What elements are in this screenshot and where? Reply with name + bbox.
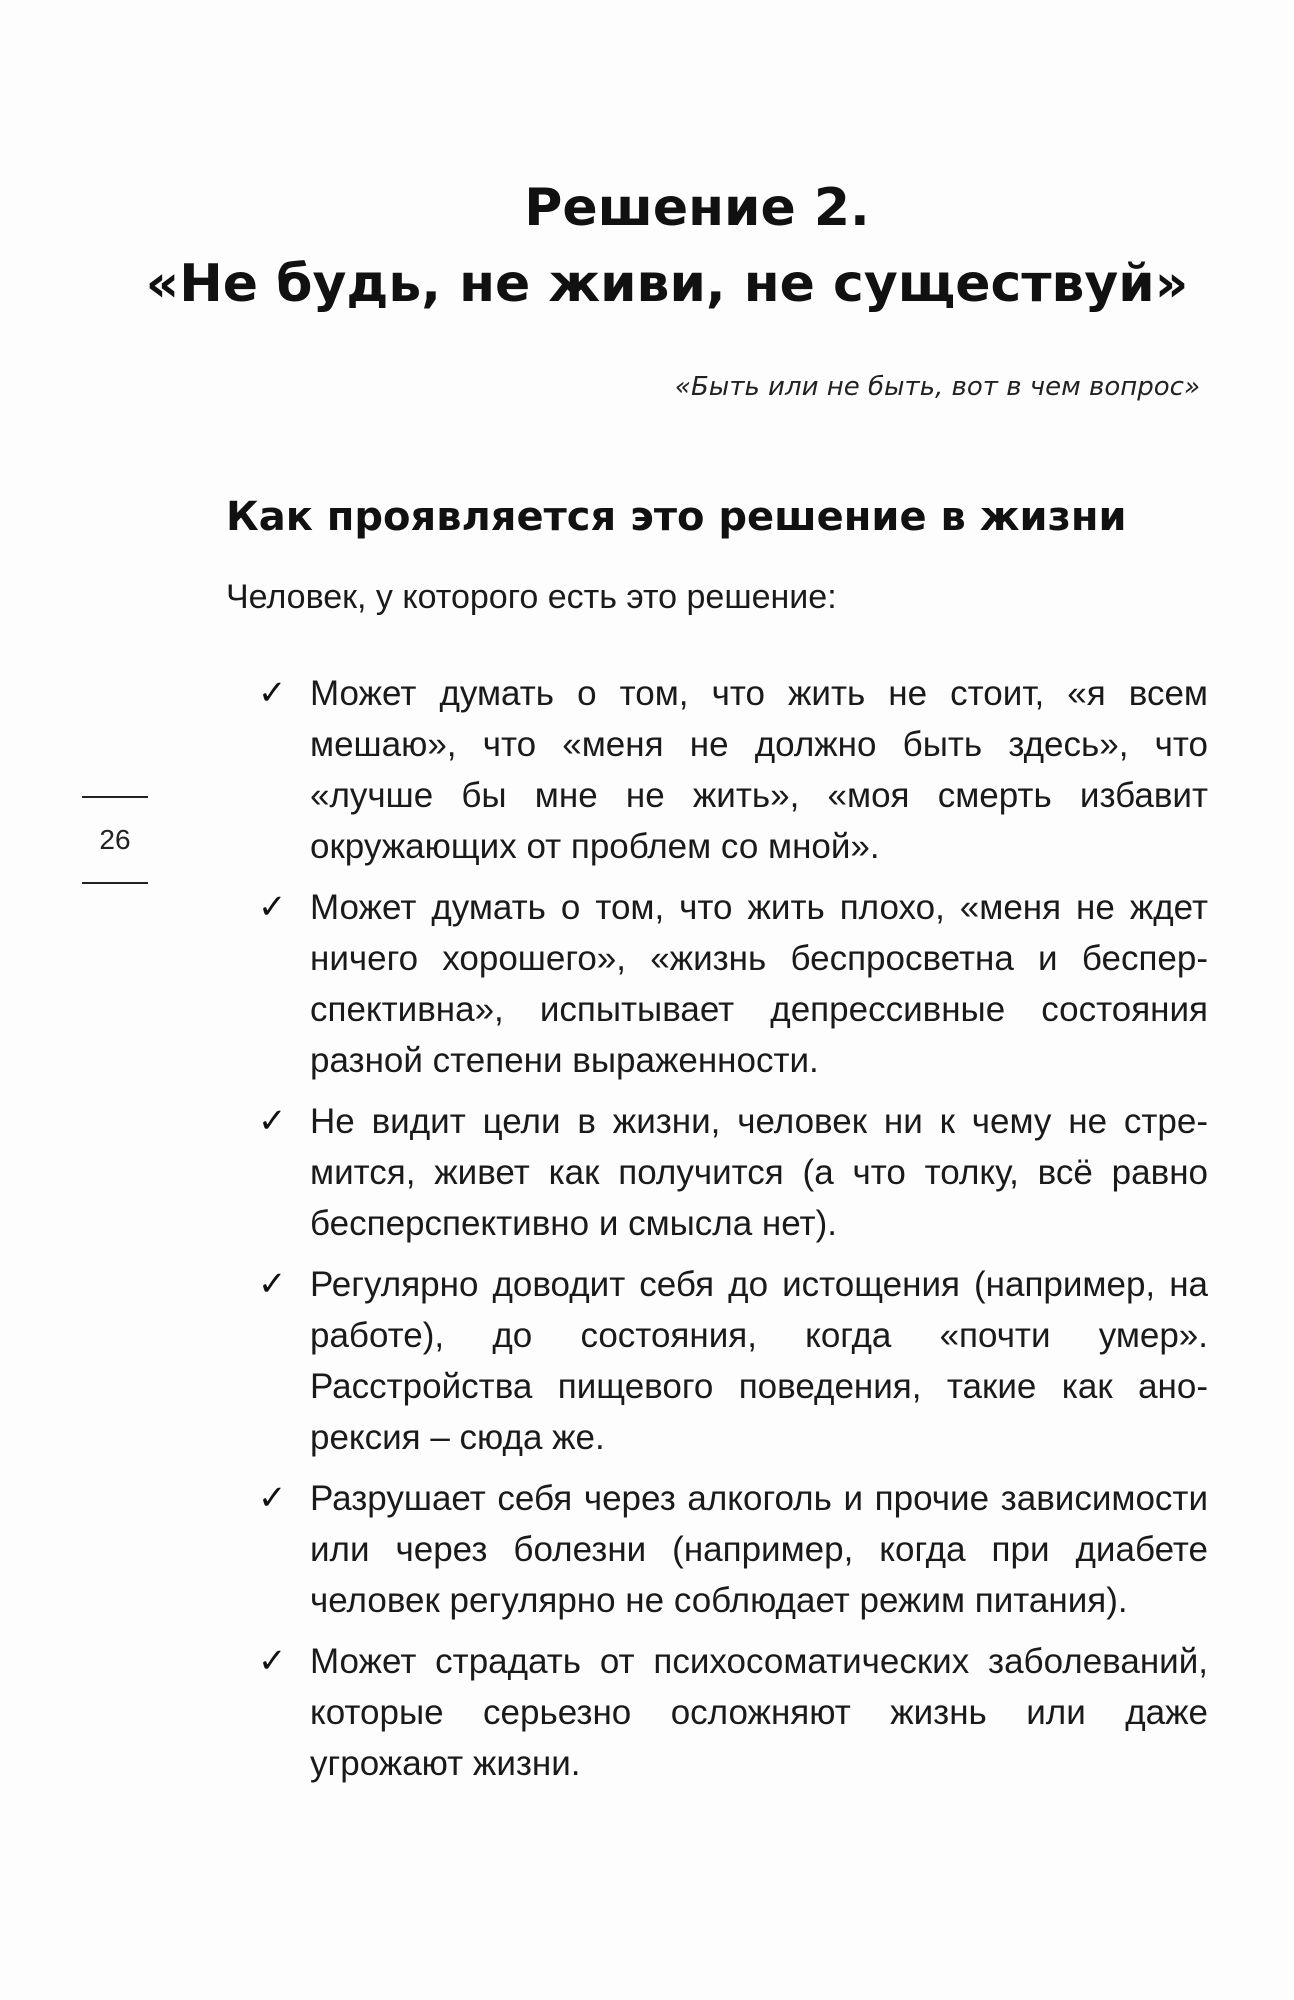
check-icon: ✓ [258,1479,287,1517]
list-item-text: Может думать о том, что жить не стоит, «я всем мешаю», что «меня не должно быть здесь», что «лучше бы мне не жить», «моя смерть избавит окружающих от проблем со мной». [310,674,1208,866]
section-heading: Как проявляется это решение в жизни [226,494,1127,540]
list-item [258,668,1208,872]
check-icon: ✓ [258,1265,287,1303]
list-item [258,1259,1208,1463]
page-number: 26 [99,824,131,855]
epigraph: «Быть или не быть, вот в чем вопрос» [674,372,1200,402]
check-icon: ✓ [258,888,287,926]
list-item-text: Может страдать от психосоматических заболеваний, которые серьезно осложняют жизнь или даже угрожают жизни. [310,1642,1208,1783]
chapter-title-line-2: «Не будь, не живи, не существуй» [145,254,1189,314]
chapter-title [0,170,1294,322]
intro-paragraph: Человек, у которого есть это решение: [226,578,837,616]
check-icon: ✓ [258,1102,287,1140]
page-marker-bottom-rule [82,882,148,884]
list-item-text: Разрушает себя через алкоголь и прочие зависимости или через болезни (например, когда при диабете человек регулярно не соблюдает режим питания). [310,1479,1208,1620]
list-item-text: Регулярно доводит себя до истощения (например, на работе), до состояния, когда «почти умер». Расстройства пищевого поведения, такие как анорексия – сюда же. [310,1265,1208,1457]
list-item-text: Может думать о том, что жить плохо, «меня не ждет ничего хорошего», «жизнь беспросветна и бесперспективна», испытывает депрессивные состояния разной степени выраженности. [310,888,1208,1080]
page-marker [82,796,148,884]
list-item [258,1636,1208,1789]
list-item-text: Не видит цели в жизни, человек ни к чему не стремится, живет как получится (а что толку, всё равно бесперспективно и смысла нет). [310,1102,1208,1243]
symptom-list [258,668,1208,1799]
list-item [258,1473,1208,1626]
list-item [258,1096,1208,1249]
list-item [258,882,1208,1086]
check-icon: ✓ [258,674,287,712]
page-marker-top-rule [82,796,148,798]
chapter-title-line-1: Решение 2. [524,178,870,238]
check-icon: ✓ [258,1642,287,1680]
